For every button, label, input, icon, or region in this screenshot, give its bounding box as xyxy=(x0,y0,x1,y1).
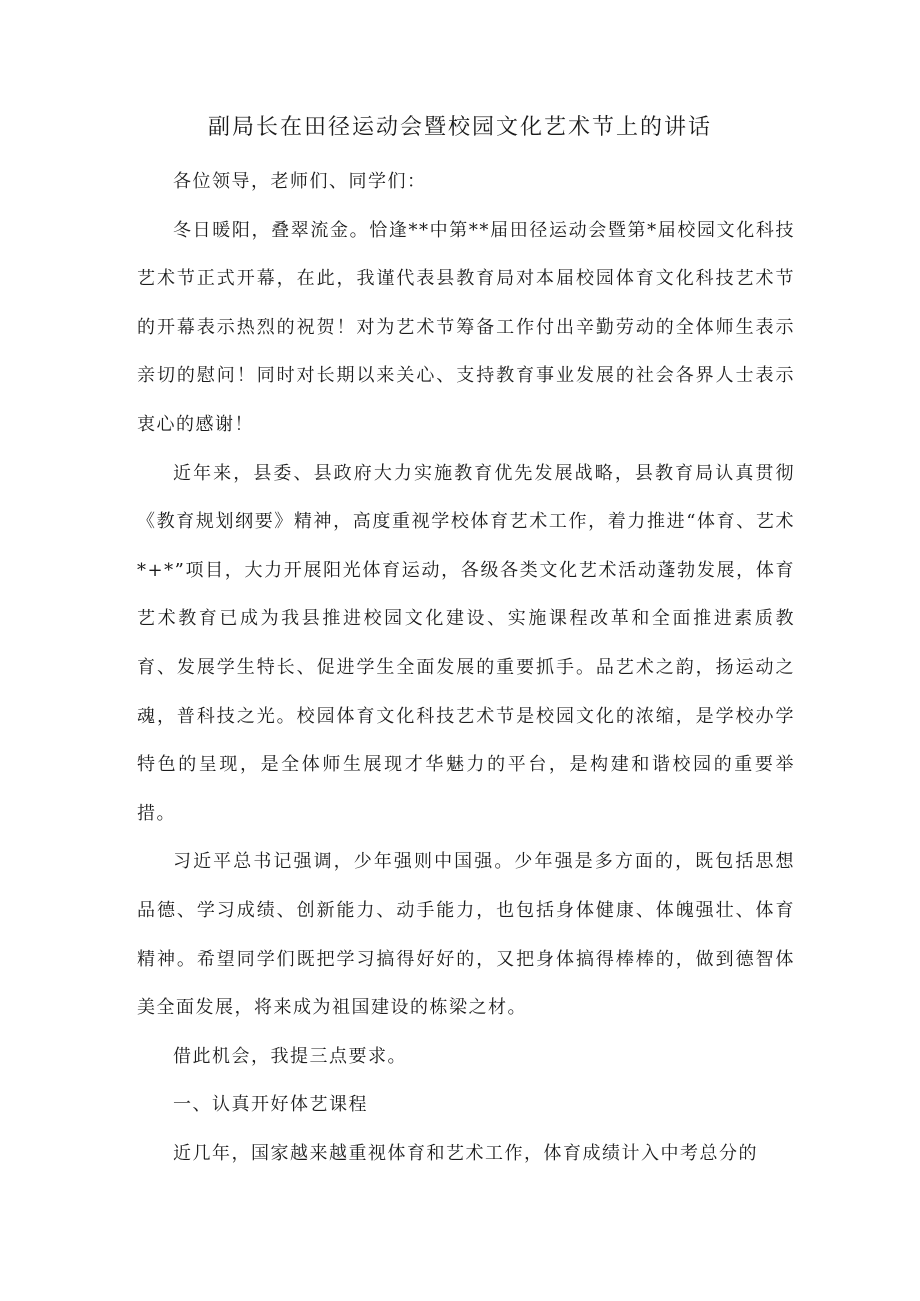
paragraph-opening: 冬日暖阳，叠翠流金。恰逢**中第**届田径运动会暨第*届校园文化科技艺术节正式开幕，在此，我谨代表县教育局对本届校园体育文化科技艺术节的开幕表示热烈的祝贺！对为艺术节筹备工作付出辛勤劳动的全体师生表示亲切的慰问！同时对长期以来关心、支持教育事业发展的社会各界人士表示衷心的感谢！ xyxy=(137,219,795,435)
document-title: 副局长在田径运动会暨校园文化艺术节上的讲话 xyxy=(207,115,712,140)
paragraph-recent-few-years: 近几年，国家越来越重视体育和艺术工作，体育成绩计入中考总分的 xyxy=(173,1142,758,1164)
section-heading-one: 一、认真开好体艺课程 xyxy=(173,1094,368,1116)
paragraph-xi-quote: 习近平总书记强调，少年强则中国强。少年强是多方面的，既包括思想品德、学习成绩、创新能力、动手能力，也包括身体健康、体魄强壮、体育精神。希望同学们既把学习搞得好好的，又把身体搞得棒棒的，做到德智体美全面发展，将来成为祖国建设的栋梁之材。 xyxy=(137,851,795,1019)
paragraph-recent-years: 近年来，县委、县政府大力实施教育优先发展战略，县教育局认真贯彻《教育规划纲要》精神，高度重视学校体育艺术工作，着力推进“体育、艺术*+*”项目，大力开展阳光体育运动，各级各类文化艺术活动蓬勃发展，体育艺术教育已成为我县推进校园文化建设、实施课程改革和全面推进素质教育、发展学生特长、促进学生全面发展的重要抓手。品艺术之韵，扬运动之魂，普科技之光。校园体育文化科技艺术节是校园文化的浓缩，是学校办学特色的呈现，是全体师生展现才华魅力的平台，是构建和谐校园的重要举措。 xyxy=(137,462,795,824)
document-body xyxy=(137,158,795,1178)
salutation: 各位领导，老师们、同学们： xyxy=(173,171,427,192)
paragraph-requirements-intro: 借此机会，我提三点要求。 xyxy=(173,1045,407,1067)
